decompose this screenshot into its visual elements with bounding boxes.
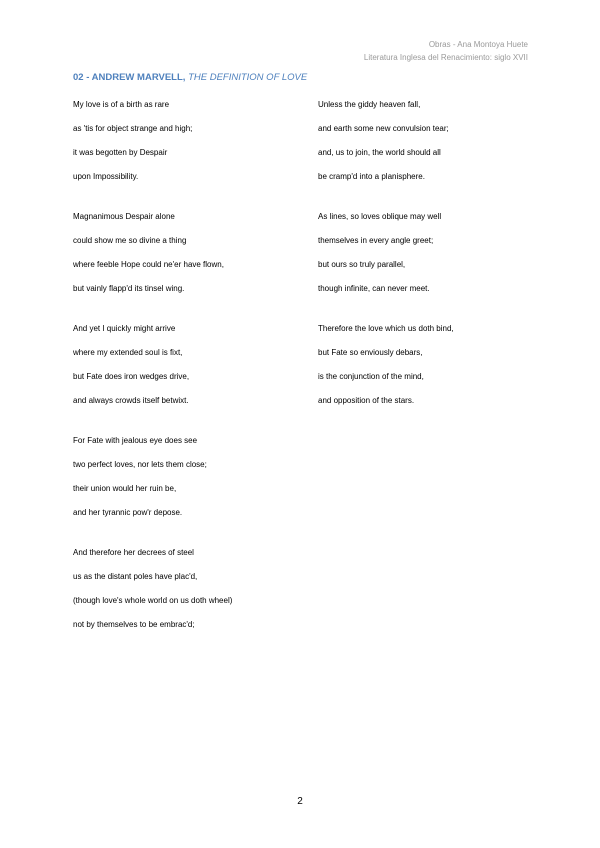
poem-line: their union would her ruin be,: [73, 484, 177, 493]
poem-line: but Fate does iron wedges drive,: [73, 372, 190, 381]
poem-line: (though love's whole world on us doth wheel): [73, 596, 233, 605]
poem-line: Magnanimous Despair alone: [73, 212, 175, 221]
poem-line: not by themselves to be embrac'd;: [73, 620, 195, 629]
poem-line: and, us to join, the world should all: [318, 148, 441, 157]
page-header: [364, 38, 528, 64]
stanza: [73, 429, 303, 525]
poem-line: upon Impossibility.: [73, 172, 139, 181]
poem-line: and opposition of the stars.: [318, 396, 415, 405]
poem-line: as 'tis for object strange and high;: [73, 124, 193, 133]
poem-line: and always crowds itself betwixt.: [73, 396, 189, 405]
poem-line: And therefore her decrees of steel: [73, 548, 194, 557]
stanza: [73, 317, 303, 413]
poem-right-column: [318, 93, 538, 429]
stanza: [318, 205, 538, 301]
poem-line: but vainly flapp'd its tinsel wing.: [73, 284, 185, 293]
poem-line: where my extended soul is fixt,: [73, 348, 183, 357]
poem-line: Therefore the love which us doth bind,: [318, 324, 454, 333]
page-number: 2: [297, 796, 303, 807]
header-course: Literatura Inglesa del Renacimiento: siglo XVII: [363, 53, 528, 62]
poem-line: and earth some new convulsion tear;: [318, 124, 449, 133]
poem-line: but Fate so enviously debars,: [318, 348, 423, 357]
poem-line: and her tyrannic pow'r depose.: [73, 508, 183, 517]
poem-line: be cramp'd into a planisphere.: [318, 172, 425, 181]
poem-title-work: THE DEFINITION OF LOVE: [188, 72, 308, 83]
poem-line: As lines, so loves oblique may well: [318, 212, 442, 221]
poem-line: though infinite, can never meet.: [318, 284, 430, 293]
stanza: [318, 93, 538, 189]
stanza: [73, 541, 303, 637]
stanza: [73, 205, 303, 301]
poem-line: themselves in every angle greet;: [318, 236, 434, 245]
poem-left-column: [73, 93, 303, 653]
poem-line: it was begotten by Despair: [73, 148, 168, 157]
poem-line: My love is of a birth as rare: [73, 100, 170, 109]
header-author: Obras - Ana Montoya Huete: [428, 40, 528, 49]
poem-line: two perfect loves, nor lets them close;: [73, 460, 207, 469]
poem-line: is the conjunction of the mind,: [318, 372, 424, 381]
poem-line: us as the distant poles have plac'd,: [73, 572, 198, 581]
poem-line: For Fate with jealous eye does see: [73, 436, 198, 445]
poem-title: [73, 72, 307, 83]
stanza: [318, 317, 538, 413]
poem-line: And yet I quickly might arrive: [73, 324, 176, 333]
poem-line: where feeble Hope could ne'er have flown,: [73, 260, 224, 269]
poem-line: Unless the giddy heaven fall,: [318, 100, 421, 109]
poem-line: could show me so divine a thing: [73, 236, 187, 245]
poem-line: but ours so truly parallel,: [318, 260, 406, 269]
stanza: [73, 93, 303, 189]
poem-title-prefix: 02 - ANDREW MARVELL,: [73, 72, 189, 83]
